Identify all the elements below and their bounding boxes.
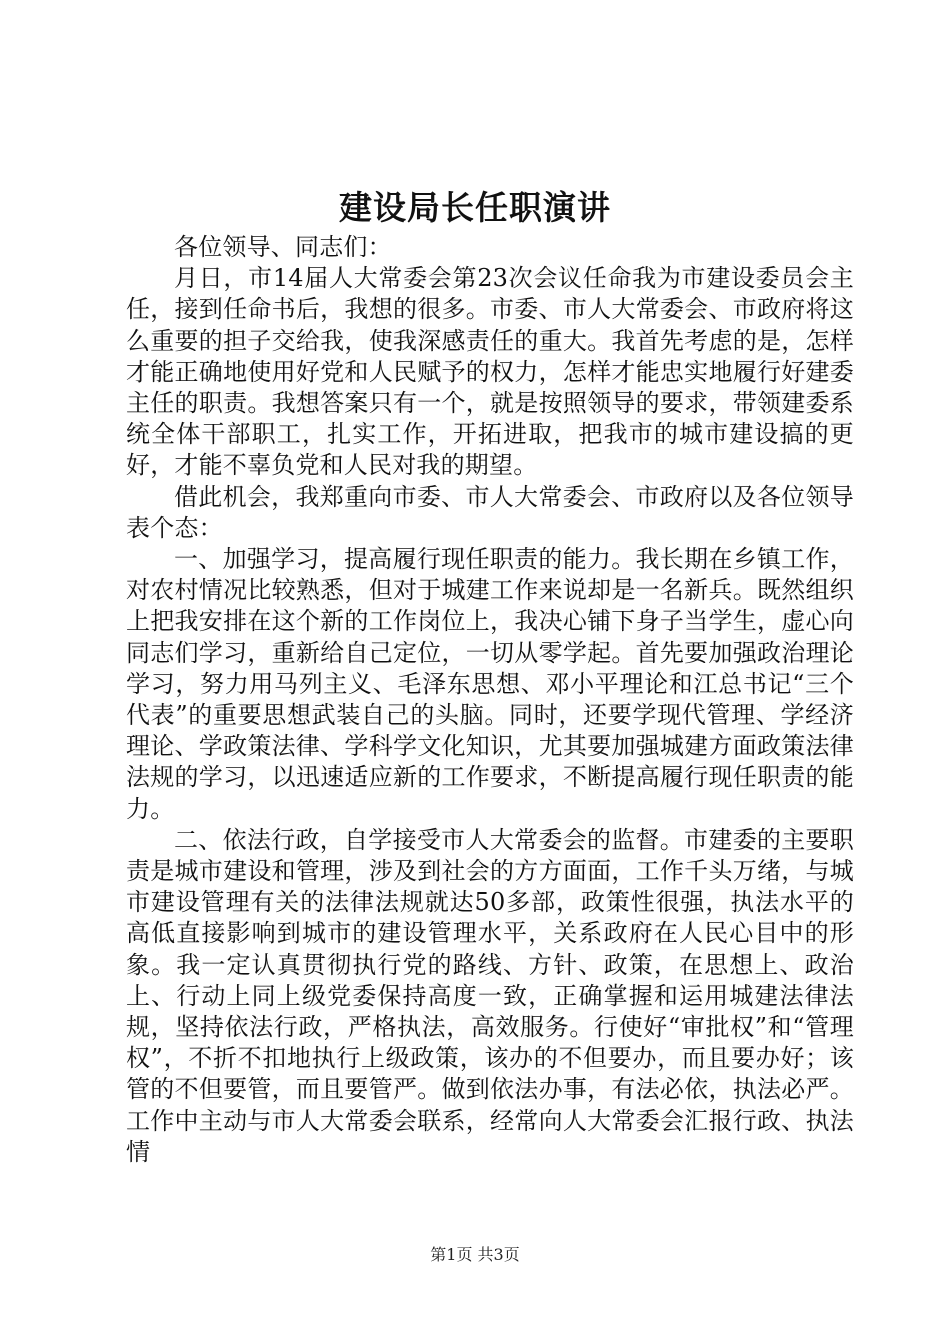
document-body [126, 232, 854, 1168]
document-title: 建设局长任职演讲 [339, 188, 611, 227]
appointment-paragraph: 月日，市14届人大常委会第23次会议任命我为市建设委员会主任，接到任命书后，我想的很多。市委、市人大常委会、市政府将这么重要的担子交给我，使我深感责任的重大。我首先考虑的是，怎样才能正确地使用好党和人民赋予的权力，怎样才能忠实地履行好建委主任的职责。我想答案只有一个，就是按照领导的要求，带领建委系统全体干部职工，扎实工作，开拓进取，把我市的城市建设搞的更好，才能不辜负党和人民对我的期望。 [126, 264, 854, 480]
page-number-footer: 第1页 共3页 [430, 1245, 520, 1264]
salutation-paragraph: 各位领导、同志们： [174, 233, 392, 261]
point-one-paragraph: 一、加强学习，提高履行现任职责的能力。我长期在乡镇工作，对农村情况比较熟悉，但对于城建工作来说却是一名新兵。既然组织上把我安排在这个新的工作岗位上，我决心铺下身子当学生，虚心向同志们学习，重新给自己定位，一切从零学起。首先要加强政治理论学习，努力用马列主义、毛泽东思想、邓小平理论和江总书记“三个代表”的重要思想武装自己的头脑。同时，还要学现代管理、学经济理论、学政策法律、学科学文化知识，尤其要加强城建方面政策法律法规的学习，以迅速适应新的工作要求，不断提高履行现任职责的能力。 [126, 545, 854, 823]
statement-intro-paragraph: 借此机会，我郑重向市委、市人大常委会、市政府以及各位领导表个态： [126, 482, 854, 542]
point-two-paragraph: 二、依法行政，自学接受市人大常委会的监督。市建委的主要职责是城市建设和管理，涉及到社会的方方面面，工作千头万绪，与城市建设管理有关的法律法规就达50多部，政策性很强，执法水平的高低直接影响到城市的建设管理水平，关系政府在人民心目中的形象。我一定认真贯彻执行党的路线、方针、政策，在思想上、政治上、行动上同上级党委保持高度一致，正确掌握和运用城建法律法规，坚持依法行政，严格执法，高效服务。行使好“审批权”和“管理权”，不折不扣地执行上级政策，该办的不但要办，而且要办好；该管的不但要管，而且要管严。做到依法办事，有法必依，执法必严。工作中主动与市人大常委会联系，经常向人大常委会汇报行政、执法情 [126, 825, 854, 1166]
